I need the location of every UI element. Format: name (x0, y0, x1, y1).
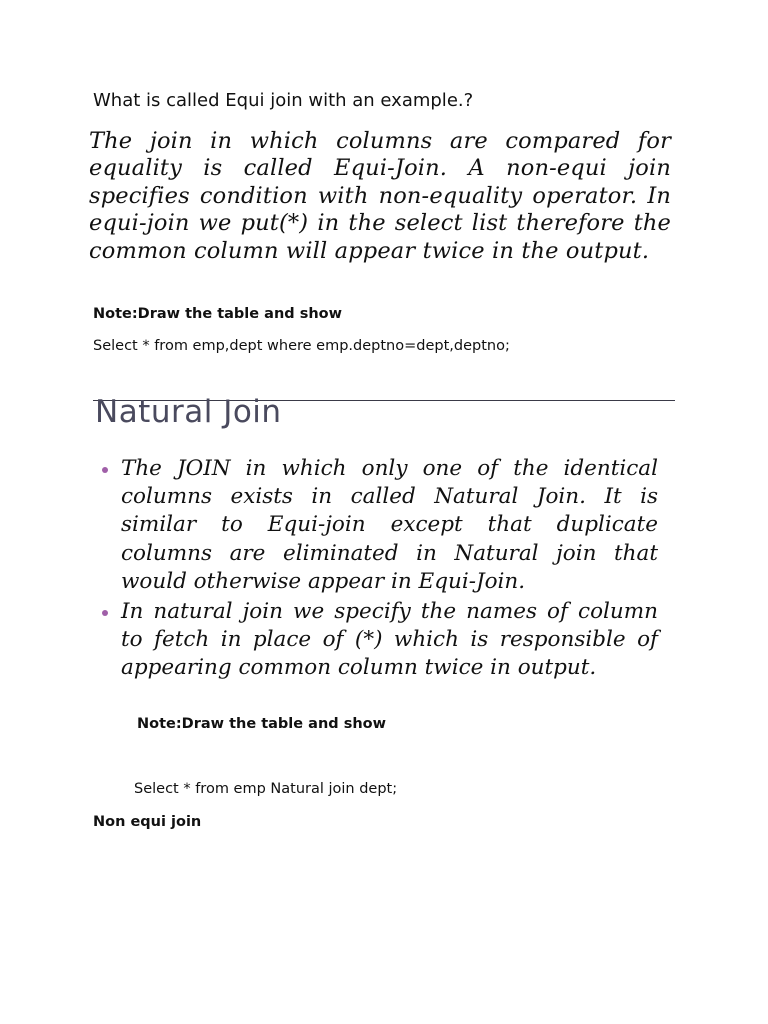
non-equi-join-heading: Non equi join (93, 814, 202, 830)
natural-join-bullet-2 (102, 598, 658, 683)
bullet-text: The JOIN in which only one of the identical columns exists in called Natural Join. It is similar to Equi-join except that duplicate columns are eliminated in Natural join that would otherwise appear in Equi-Join. (121, 456, 658, 594)
bullet-dot-icon (102, 467, 108, 473)
natural-join-bullet-1 (102, 455, 658, 596)
note-draw-table-1: Note:Draw the table and show (93, 306, 343, 322)
natural-join-title: Natural Join (95, 394, 282, 430)
question-heading: What is called Equi join with an example.? (93, 90, 474, 111)
note-draw-table-2: Note:Draw the table and show (137, 716, 387, 732)
equi-join-definition-image: The join in which columns are compared for equality is called Equi-Join. A non-equi join specifies condition with non-equality operator. In equi-join we put(*) in the select list therefore the common column will appear twice in the output. (89, 128, 671, 264)
sql-example-natural-join: Select * from emp Natural join dept; (134, 781, 398, 797)
bullet-dot-icon (102, 610, 108, 616)
natural-join-bullet-list (102, 455, 658, 685)
sql-example-equi-join: Select * from emp,dept where emp.deptno=dept,deptno; (93, 338, 510, 354)
bullet-text: In natural join we specify the names of column to fetch in place of (*) which is responsible of appearing common column twice in output. (121, 599, 658, 681)
